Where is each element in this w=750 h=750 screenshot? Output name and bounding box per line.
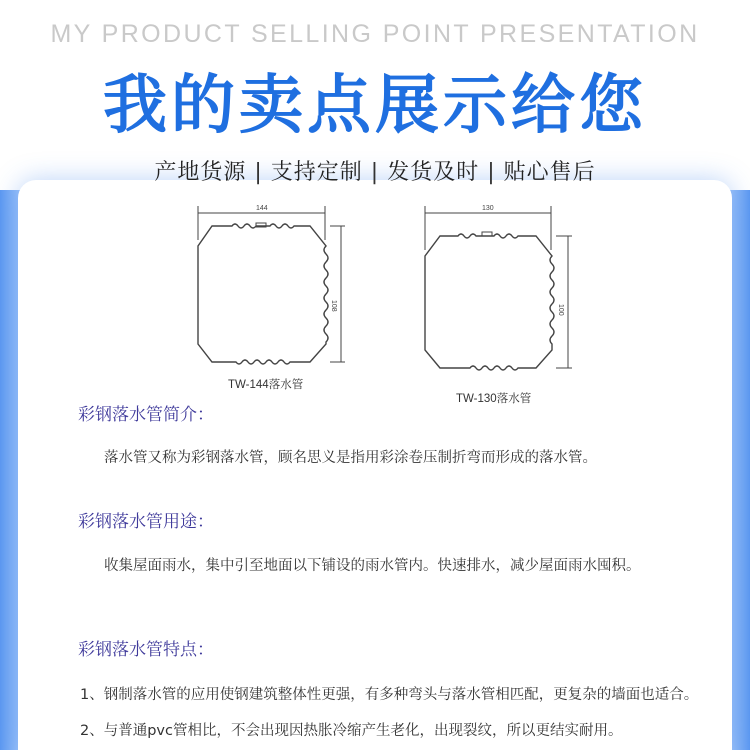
tw144-height-label: 108 [330,300,337,312]
pipe-outline [198,224,328,364]
tw130-height-label: 100 [557,304,564,316]
pipe-profile-drawings [0,195,750,410]
separator: | [254,160,263,185]
profile-tw144 [198,206,345,364]
usage-section-title: 彩钢落水管用途： [78,512,214,532]
tw130-caption: TW-130落水管 [456,393,532,405]
features-section-title: 彩钢落水管特点： [78,640,214,660]
tw130-width-label: 130 [482,205,494,212]
feature-custom: 支持定制 [270,160,363,185]
separator: | [370,160,380,185]
separator: | [487,160,496,185]
pipe-outline [425,234,554,370]
page-title: 我的卖点展示给您 [103,69,647,143]
intro-section-body: 落水管又称为彩钢落水管，顾名思义是指用彩涂卷压制折弯而形成的落水管。 [104,450,597,466]
usage-section-body: 收集屋面雨水，集中引至地面以下铺设的雨水管内。快速排水，减少屋面雨水囤积。 [104,558,641,574]
feature-shipping: 发货及时 [387,160,480,185]
profile-tw130 [425,206,572,370]
tw144-caption: TW-144落水管 [228,379,304,391]
feature-strip [0,155,750,186]
english-subtitle: MY PRODUCT SELLING POINT PRESENTATION [50,20,700,48]
feature-origin: 产地货源 [154,160,247,185]
feature-point-2: 2、与普通pvc管相比，不会出现因热胀冷缩产生老化，出现裂纹，所以更结实耐用。 [80,723,623,739]
feature-aftersales: 贴心售后 [503,160,596,185]
tw144-width-label: 144 [256,205,268,212]
intro-section-title: 彩钢落水管简介： [78,405,214,425]
feature-point-1: 1、钢制落水管的应用使钢建筑整体性更强，有多种弯头与落水管相匹配，更复杂的墙面也适合。 [80,687,699,703]
